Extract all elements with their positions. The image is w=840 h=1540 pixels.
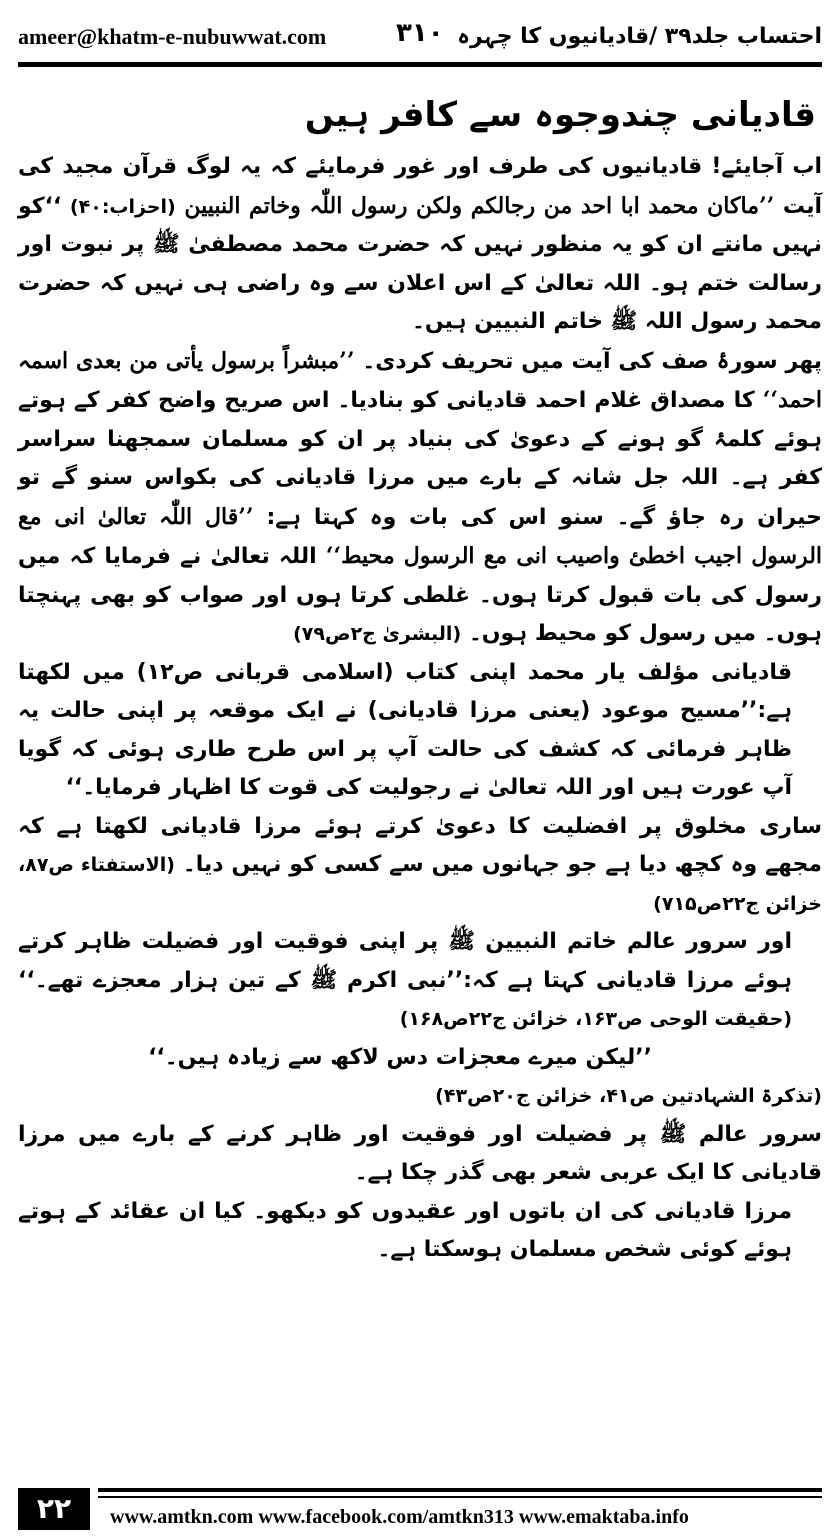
paragraph-3: قادیانی مؤلف یار محمد اپنی کتاب (اسلامی قربانی ص۱۲) میں لکھتا ہے:’’مسیح موعود (یعنی مرزا قادیانی) نے ایک موقعہ پر اپنی حالت یہ ظاہر فرمائی کہ کشف کی حالت آپ پر اس طرح طاری ہوئی کہ گویا آپ عورت ہیں اور اللہ تعالیٰ نے رجولیت کی قوت کا اظہار فرمایا۔‘‘	[18, 659, 792, 800]
arabic-quote: ’’قال اللّٰہ تعالیٰ انی مع الرسول اجیب اخطئ واصیب انی مع الرسول محیط‘‘	[18, 503, 823, 569]
footer-rule-thick	[98, 1488, 822, 1492]
paragraph-1-text-a: اب آجایئے! قادیانیوں کی طرف اور غور فرمایئے کہ یہ لوگ قرآن مجید کی آیت	[18, 154, 822, 219]
page-header	[18, 18, 822, 62]
paragraph-7: مرزا قادیانی کی ان باتوں اور عقیدوں کو دیکھو۔ کیا ان عقائد کے ہوتے ہوئے کوئی شخص مسلمان ہوسکتا ہے۔	[18, 1198, 792, 1262]
paragraph-2	[18, 342, 822, 654]
footer-links[interactable]: www.amtkn.com www.facebook.com/amtkn313 www.emaktaba.info	[110, 1506, 689, 1528]
section-heading: قادیانی چندوجوہ سے کافر ہیں	[304, 95, 816, 135]
paragraph-5	[18, 923, 822, 1039]
quran-verse: ’’ماکان محمد ابا احد من رجالکم ولکن رسول اللّٰہ وخاتم النبیین	[184, 192, 775, 219]
reference-tazkira	[18, 1077, 822, 1116]
paragraph-2-text-a: پھر سورۂ صف کی آیت میں تحریف کردی۔	[362, 348, 823, 374]
reference-haqiqat: (حقیقت الوحی ص۱۶۳، خزائن ج۲۲ص۱۶۸)	[399, 1008, 792, 1030]
paragraph-2-text-c: اللہ تعالیٰ نے فرمایا کہ میں رسول کی بات قبول کرتا ہوں۔ غلطی کرتا ہوں اور صواب کو بھی پہنچتا ہوں۔ میں رسول کو محیط ہوں۔	[18, 544, 822, 646]
page-footer	[18, 1488, 822, 1530]
paragraph-1-text-b: ‘‘کو نہیں مانتے ان کو یہ منظور نہیں کہ حضرت محمد مصطفیٰ ﷺ پر نبوت اور رسالت ختم ہو۔ اللہ تعالیٰ کے اس اعلان سے وہ راضی ہی نہیں کہ حضرت محمد رسول اللہ ﷺ خاتم النبیین ہیں۔	[18, 193, 822, 334]
header-divider	[18, 62, 822, 67]
footer-page-number: ۲۲	[18, 1488, 90, 1530]
page-body	[18, 80, 822, 1480]
paragraph-6: سرور عالم ﷺ پر فضیلت اور فوقیت اور ظاہر کرنے کے بارے میں مرزا قادیانی کا ایک عربی شعر بھی گذر چکا ہے۔	[18, 1121, 822, 1185]
paragraph-1	[18, 148, 822, 342]
paragraph-5-text: اور سرور عالم خاتم النبیین ﷺ پر اپنی فوقیت اور فضیلت ظاہر کرتے ہوئے مرزا قادیانی کہتا ہے کہ:’’نبی اکرم ﷺ کے تین ہزار معجزے تھے۔‘‘	[18, 929, 792, 993]
paragraph-4-text: ساری مخلوق پر افضلیت کا دعویٰ کرتے ہوئے مرزا قادیانی لکھتا ہے کہ مجھے وہ کچھ دیا ہے جو جہانوں میں سے کسی کو نہیں دیا۔	[18, 813, 822, 877]
reference-istifta: (الاستفتاء ص۸۷، خزائن ج۲۲ص۷۱۵)	[18, 854, 822, 915]
paragraph-2-text-b: کا مصداق غلام احمد قادیانی کو بنادیا۔ اس صریح واضح کفر کے ہوتے ہوئے کلمۂ گو ہونے کے دعویٰ کی بنیاد پر ان کو مسلمان سمجھنا سراسر کفر ہے۔ اللہ جل شانہ کے بارے میں مرزا قادیانی کی بکواس سنو گے تو حیران رہ جاؤ گے۔ سنو اس کی بات وہ کہتا ہے:	[18, 388, 822, 530]
header-page-number: ۳۱۰	[396, 18, 444, 48]
verse-reference: (احزاب:۴۰)	[69, 195, 176, 218]
paragraph-5-quote: ’’لیکن میرے معجزات دس لاکھ سے زیادہ ہیں۔‘‘	[148, 1044, 652, 1070]
reference-tazkira-text: (تذکرۃ الشہادتین ص۴۱، خزائن ج۲۰ص۴۳)	[435, 1085, 822, 1107]
reference-bushra: (البشریٰ ج۲ص۷۹)	[293, 623, 462, 645]
header-email[interactable]: ameer@khatm-e-nubuwwat.com	[18, 24, 327, 49]
footer-rule-thin	[98, 1496, 822, 1498]
quran-verse-2: ’’مبشراً برسول یأتی من بعدی اسمہ احمد‘‘	[18, 347, 822, 413]
paragraph-4	[18, 808, 822, 924]
header-title: احتساب جلد۳۹ /قادیانیوں کا چہرہ	[457, 24, 822, 49]
